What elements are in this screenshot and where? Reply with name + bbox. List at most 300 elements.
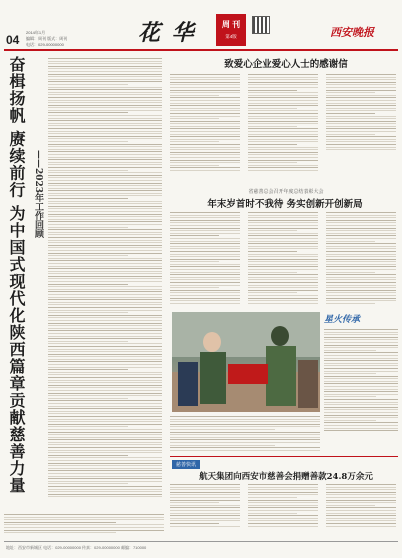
text-line bbox=[48, 193, 162, 194]
text-line bbox=[48, 390, 162, 391]
text-line bbox=[324, 394, 398, 395]
text-line bbox=[48, 289, 162, 290]
text-line bbox=[48, 250, 162, 251]
text-line bbox=[324, 339, 398, 340]
text-line bbox=[170, 243, 240, 244]
text-line bbox=[48, 317, 162, 318]
text-line bbox=[248, 160, 318, 161]
text-line bbox=[248, 110, 318, 111]
text-line bbox=[48, 216, 162, 217]
middle-body-lower bbox=[170, 416, 320, 456]
text-line bbox=[248, 246, 318, 247]
text-line bbox=[248, 144, 297, 145]
text-line bbox=[248, 225, 318, 226]
text-line bbox=[170, 233, 240, 234]
text-line bbox=[4, 530, 164, 531]
text-line bbox=[170, 248, 240, 249]
text-line bbox=[326, 243, 396, 244]
text-line bbox=[326, 526, 396, 527]
text-line bbox=[170, 264, 240, 265]
col-1 bbox=[170, 74, 240, 173]
text-line bbox=[170, 510, 240, 511]
text-line bbox=[326, 300, 396, 301]
text-line bbox=[48, 266, 162, 267]
text-line bbox=[324, 365, 398, 366]
footer-rule bbox=[4, 541, 398, 542]
text-line bbox=[170, 82, 240, 83]
text-line bbox=[48, 486, 162, 487]
masthead bbox=[0, 0, 402, 50]
text-line bbox=[170, 77, 240, 78]
text-line bbox=[248, 82, 318, 83]
text-line bbox=[48, 385, 162, 386]
text-line bbox=[248, 128, 318, 129]
text-line bbox=[324, 373, 376, 374]
text-line bbox=[48, 460, 162, 461]
text-line bbox=[326, 246, 396, 247]
text-line bbox=[170, 437, 320, 438]
text-line bbox=[170, 295, 240, 296]
text-line bbox=[48, 162, 162, 163]
text-line bbox=[324, 332, 398, 333]
text-line bbox=[48, 413, 162, 414]
text-line bbox=[48, 138, 162, 139]
text-line bbox=[324, 329, 398, 330]
text-line bbox=[48, 118, 162, 119]
text-line bbox=[324, 391, 398, 392]
text-line bbox=[48, 473, 162, 474]
text-line bbox=[326, 230, 396, 231]
text-line bbox=[48, 68, 162, 69]
text-line bbox=[170, 434, 320, 435]
text-line bbox=[248, 222, 318, 223]
text-line bbox=[48, 159, 162, 160]
text-line bbox=[48, 333, 162, 334]
text-line bbox=[324, 363, 398, 364]
text-line bbox=[248, 494, 318, 495]
text-line bbox=[248, 152, 318, 153]
text-line bbox=[48, 268, 162, 269]
text-line bbox=[170, 489, 240, 490]
thank-letter-title: 致爱心企业爱心人士的感谢信 bbox=[224, 59, 348, 70]
text-line bbox=[48, 346, 162, 347]
text-line bbox=[170, 131, 240, 132]
text-line bbox=[48, 128, 162, 129]
text-line bbox=[48, 84, 128, 85]
text-line bbox=[48, 76, 162, 77]
text-line bbox=[248, 241, 318, 242]
text-line bbox=[48, 349, 162, 350]
text-line bbox=[326, 113, 375, 114]
text-line bbox=[248, 518, 318, 519]
bottom-tag: 慈善快讯 bbox=[172, 460, 200, 469]
text-line bbox=[48, 343, 162, 344]
text-line bbox=[248, 298, 318, 299]
text-line bbox=[326, 116, 396, 117]
text-line bbox=[170, 152, 240, 153]
text-line bbox=[4, 514, 164, 515]
text-line bbox=[48, 470, 162, 471]
col-2 bbox=[248, 74, 318, 173]
text-line bbox=[48, 359, 162, 360]
text-line bbox=[170, 113, 240, 114]
text-line bbox=[48, 491, 162, 492]
text-line bbox=[48, 107, 162, 108]
text-line bbox=[248, 131, 318, 132]
text-line bbox=[170, 450, 320, 451]
text-line bbox=[326, 274, 396, 275]
text-line bbox=[48, 395, 162, 396]
text-line bbox=[170, 487, 240, 488]
text-line bbox=[248, 92, 318, 93]
text-line bbox=[48, 120, 162, 121]
text-line bbox=[326, 269, 396, 270]
text-line bbox=[326, 489, 396, 490]
text-line bbox=[48, 278, 162, 279]
text-line bbox=[170, 126, 240, 127]
text-line bbox=[48, 227, 128, 228]
text-line bbox=[48, 154, 162, 155]
text-line bbox=[48, 180, 162, 181]
text-line bbox=[170, 292, 240, 293]
footer-text: 地址：西安市新城区 电话：029-00000000 传真：029-00000000 邮编：710000 bbox=[6, 545, 147, 550]
mcol-1 bbox=[170, 212, 240, 305]
text-line bbox=[324, 420, 376, 421]
text-line bbox=[48, 411, 162, 412]
text-line bbox=[170, 429, 275, 430]
text-line bbox=[48, 419, 162, 420]
text-line bbox=[48, 58, 162, 59]
text-line bbox=[248, 251, 297, 252]
feature-body-lower bbox=[4, 514, 164, 538]
middle-kicker: 省慈善总会召开年度总结表彰大会 bbox=[248, 189, 324, 195]
text-line bbox=[48, 341, 128, 342]
text-line bbox=[326, 279, 396, 280]
text-line bbox=[326, 97, 396, 98]
text-line bbox=[326, 266, 396, 267]
text-line bbox=[326, 222, 396, 223]
text-line bbox=[48, 284, 128, 285]
text-line bbox=[248, 507, 318, 508]
text-line bbox=[48, 356, 162, 357]
text-line bbox=[248, 279, 318, 280]
text-line bbox=[170, 95, 219, 96]
text-line bbox=[248, 300, 318, 301]
text-line bbox=[326, 287, 396, 288]
bottom-rule bbox=[170, 456, 398, 457]
text-line bbox=[326, 256, 396, 257]
text-line bbox=[326, 494, 396, 495]
text-line bbox=[4, 527, 164, 528]
side-box bbox=[324, 312, 398, 434]
text-line bbox=[248, 484, 318, 485]
text-line bbox=[48, 286, 162, 287]
text-line bbox=[48, 450, 162, 451]
text-line bbox=[170, 282, 240, 283]
text-line bbox=[248, 157, 318, 158]
text-line bbox=[324, 334, 398, 335]
text-line bbox=[170, 79, 240, 80]
text-line bbox=[326, 502, 396, 503]
text-line bbox=[170, 90, 240, 91]
text-line bbox=[48, 307, 162, 308]
text-line bbox=[248, 254, 318, 255]
text-line bbox=[48, 361, 162, 362]
text-line bbox=[48, 94, 162, 95]
text-line bbox=[170, 157, 240, 158]
text-line bbox=[326, 92, 375, 93]
text-line bbox=[48, 403, 162, 404]
text-line bbox=[326, 513, 396, 514]
text-line bbox=[326, 248, 396, 249]
text-line bbox=[48, 146, 162, 147]
text-line bbox=[248, 165, 318, 166]
text-line bbox=[324, 396, 376, 397]
text-line bbox=[48, 61, 162, 62]
text-line bbox=[170, 526, 240, 527]
text-line bbox=[48, 253, 162, 254]
text-line bbox=[326, 259, 396, 260]
text-line bbox=[48, 328, 162, 329]
text-line bbox=[324, 386, 398, 387]
text-line bbox=[170, 228, 240, 229]
text-line bbox=[48, 185, 162, 186]
section-box bbox=[216, 14, 246, 46]
text-line bbox=[248, 235, 318, 236]
text-line bbox=[326, 295, 396, 296]
text-line bbox=[326, 87, 396, 88]
text-line bbox=[48, 100, 162, 101]
text-line bbox=[248, 269, 318, 270]
text-line bbox=[248, 126, 297, 127]
text-line bbox=[48, 369, 128, 370]
bottom-title: 航天集团向西安市慈善会捐赠善款24.8万余元 bbox=[199, 472, 373, 482]
text-line bbox=[170, 419, 320, 420]
text-line bbox=[48, 89, 162, 90]
text-line bbox=[324, 389, 398, 390]
text-line bbox=[248, 259, 318, 260]
text-line bbox=[48, 476, 162, 477]
text-line bbox=[48, 315, 162, 316]
text-line bbox=[326, 90, 396, 91]
text-line bbox=[170, 285, 240, 286]
text-line bbox=[248, 97, 318, 98]
text-line bbox=[324, 422, 398, 423]
text-line bbox=[48, 71, 162, 72]
text-line bbox=[248, 74, 318, 75]
text-line bbox=[326, 241, 375, 242]
text-line bbox=[324, 428, 398, 429]
text-line bbox=[248, 113, 318, 114]
text-line bbox=[170, 141, 219, 142]
text-line bbox=[48, 312, 128, 313]
text-line bbox=[324, 342, 398, 343]
text-line bbox=[170, 515, 240, 516]
text-line bbox=[326, 100, 396, 101]
feature-subtitle: ——2023年工作回顾 bbox=[33, 150, 43, 239]
text-line bbox=[248, 105, 318, 106]
text-line bbox=[48, 442, 162, 443]
text-line bbox=[326, 220, 396, 221]
text-line bbox=[170, 507, 240, 508]
text-line bbox=[48, 66, 162, 67]
text-line bbox=[326, 225, 396, 226]
text-line bbox=[170, 212, 240, 213]
text-line bbox=[48, 496, 162, 497]
text-line bbox=[326, 520, 396, 521]
text-line bbox=[170, 116, 240, 117]
text-line bbox=[324, 368, 398, 369]
text-line bbox=[170, 251, 240, 252]
text-line bbox=[326, 228, 396, 229]
text-line bbox=[48, 125, 162, 126]
text-line bbox=[48, 211, 162, 212]
text-line bbox=[48, 79, 162, 80]
text-line bbox=[48, 170, 128, 171]
text-line bbox=[170, 139, 240, 140]
text-line bbox=[48, 432, 162, 433]
text-line bbox=[170, 439, 320, 440]
text-line bbox=[4, 519, 164, 520]
text-line bbox=[48, 201, 162, 202]
text-line bbox=[48, 455, 128, 456]
text-line bbox=[48, 74, 162, 75]
text-line bbox=[170, 277, 240, 278]
text-line bbox=[170, 128, 240, 129]
text-line bbox=[326, 144, 396, 145]
text-line bbox=[48, 110, 162, 111]
text-line bbox=[248, 515, 318, 516]
text-line bbox=[48, 172, 162, 173]
text-line bbox=[324, 402, 398, 403]
text-line bbox=[248, 100, 318, 101]
text-line bbox=[170, 241, 240, 242]
text-line bbox=[326, 261, 396, 262]
text-line bbox=[48, 232, 162, 233]
text-line bbox=[326, 484, 396, 485]
text-line bbox=[48, 320, 162, 321]
text-line bbox=[48, 276, 162, 277]
text-line bbox=[48, 380, 162, 381]
text-line bbox=[326, 510, 396, 511]
text-line bbox=[326, 290, 396, 291]
text-line bbox=[48, 258, 162, 259]
text-line bbox=[248, 215, 318, 216]
text-line bbox=[324, 376, 398, 377]
text-line bbox=[324, 371, 398, 372]
text-line bbox=[170, 432, 320, 433]
right-brand: 西安晚报 bbox=[330, 26, 374, 39]
text-line bbox=[48, 408, 162, 409]
text-line bbox=[248, 90, 297, 91]
text-line bbox=[324, 417, 398, 418]
text-line bbox=[170, 215, 240, 216]
text-line bbox=[170, 92, 240, 93]
text-line bbox=[326, 74, 396, 75]
text-line bbox=[48, 131, 162, 132]
text-line bbox=[248, 103, 318, 104]
text-line bbox=[48, 87, 162, 88]
text-line bbox=[48, 354, 162, 355]
text-line bbox=[48, 400, 162, 401]
text-line bbox=[170, 416, 320, 417]
text-line bbox=[170, 518, 240, 519]
text-line bbox=[326, 126, 396, 127]
text-line bbox=[170, 121, 240, 122]
text-line bbox=[170, 445, 275, 446]
text-line bbox=[326, 500, 396, 501]
text-line bbox=[170, 246, 240, 247]
text-line bbox=[326, 105, 396, 106]
text-line bbox=[248, 295, 318, 296]
text-line bbox=[48, 190, 162, 191]
text-line bbox=[248, 287, 318, 288]
text-line bbox=[324, 430, 398, 431]
side-box-body bbox=[324, 329, 398, 431]
text-line bbox=[48, 273, 162, 274]
text-line bbox=[248, 505, 318, 506]
text-line bbox=[248, 243, 318, 244]
text-line bbox=[48, 447, 162, 448]
text-line bbox=[48, 465, 162, 466]
text-line bbox=[248, 84, 318, 85]
text-line bbox=[170, 136, 240, 137]
text-line bbox=[248, 233, 318, 234]
text-line bbox=[248, 500, 318, 501]
text-line bbox=[48, 195, 162, 196]
text-line bbox=[326, 264, 396, 265]
text-line bbox=[48, 175, 162, 176]
text-line bbox=[48, 468, 162, 469]
text-line bbox=[170, 74, 240, 75]
text-line bbox=[48, 330, 162, 331]
text-line bbox=[248, 285, 318, 286]
text-line bbox=[48, 302, 162, 303]
text-line bbox=[48, 336, 162, 337]
text-line bbox=[324, 383, 398, 384]
feature-title: 奋楫扬帆 赓续前行 为中国式现代化陕西篇章贡献慈善力量 bbox=[7, 56, 26, 495]
text-line bbox=[170, 261, 219, 262]
text-line bbox=[248, 136, 318, 137]
text-line bbox=[170, 118, 219, 119]
text-line bbox=[170, 426, 320, 427]
text-line bbox=[48, 457, 162, 458]
middle-title: 年末岁首时不我待 务实创新开创新局 bbox=[207, 199, 363, 210]
text-line bbox=[324, 404, 398, 405]
text-line bbox=[48, 247, 162, 248]
text-line bbox=[248, 230, 297, 231]
text-line bbox=[324, 355, 398, 356]
text-line bbox=[324, 352, 398, 353]
text-line bbox=[248, 497, 297, 498]
text-line bbox=[326, 251, 396, 252]
text-line bbox=[326, 121, 396, 122]
text-line bbox=[48, 149, 162, 150]
text-line bbox=[248, 526, 318, 527]
text-line bbox=[326, 233, 396, 234]
text-line bbox=[170, 108, 240, 109]
bottom-body bbox=[170, 484, 398, 532]
text-line bbox=[48, 198, 128, 199]
text-line bbox=[48, 123, 162, 124]
text-line bbox=[248, 292, 297, 293]
text-line bbox=[48, 141, 128, 142]
qr-code bbox=[252, 16, 270, 34]
text-line bbox=[326, 118, 396, 119]
text-line bbox=[326, 131, 396, 132]
ceremony-photo bbox=[172, 312, 320, 412]
text-line bbox=[48, 424, 162, 425]
